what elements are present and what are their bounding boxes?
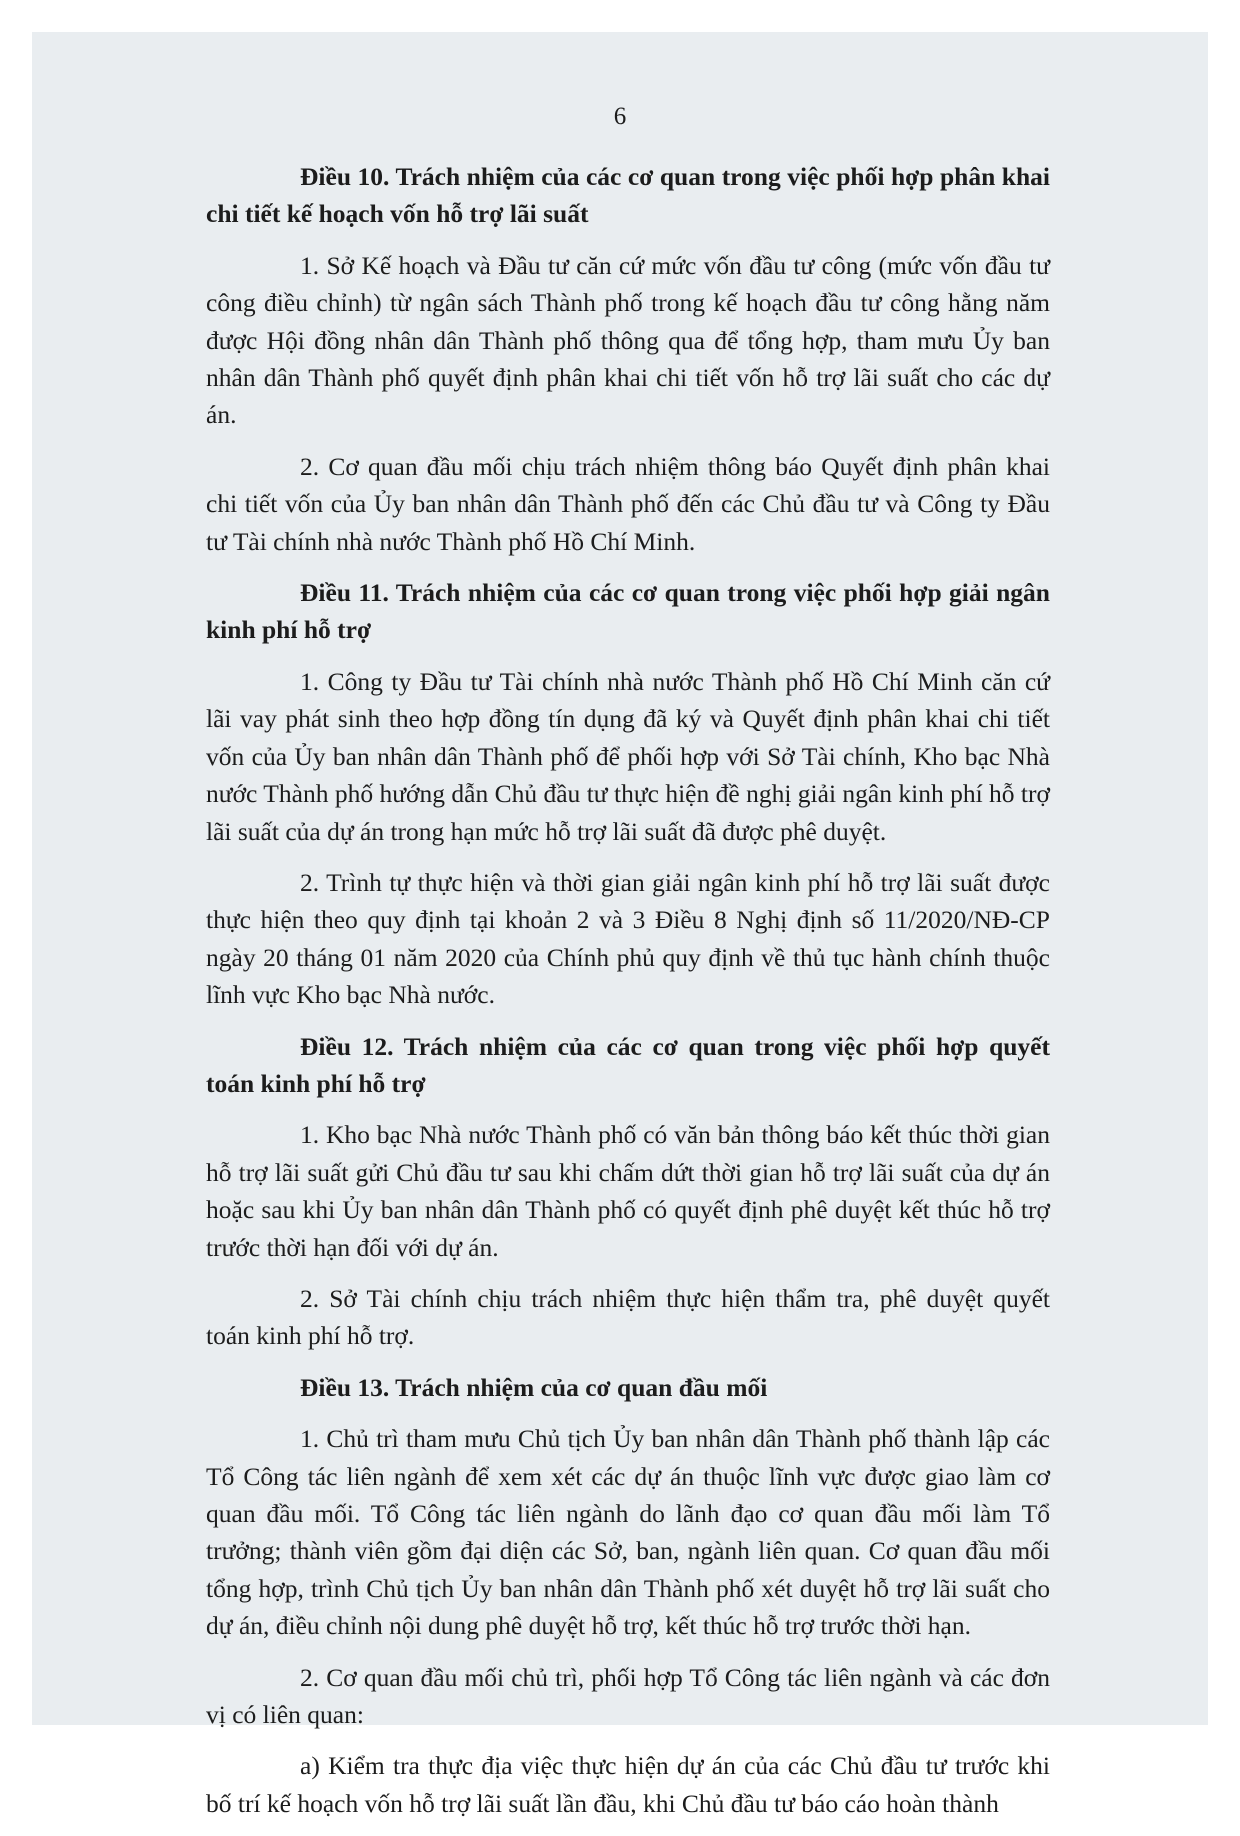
article-heading: Điều 12. Trách nhiệm của các cơ quan trong việc phối hợp quyết toán kinh phí hỗ trợ	[206, 1031, 1050, 1098]
article-paragraph: 2. Cơ quan đầu mối chịu trách nhiệm thông báo Quyết định phân khai chi tiết vốn của Ủy ban nhân dân Thành phố đến các Chủ đầu tư và Công ty Đầu tư Tài chính nhà nước Thành phố Hồ Chí Minh.	[206, 451, 1050, 556]
article-paragraph: 2. Cơ quan đầu mối chủ trì, phối hợp Tổ Công tác liên ngành và các đơn vị có liên quan:	[206, 1662, 1050, 1730]
article-heading: Điều 11. Trách nhiệm của các cơ quan trong việc phối hợp giải ngân kinh phí hỗ trợ	[206, 578, 1050, 645]
article-paragraph: a) Kiểm tra thực địa việc thực hiện dự án của các Chủ đầu tư trước khi bố trí kế hoạch vốn hỗ trợ lãi suất lần đầu, khi Chủ đầu tư báo cáo hoàn thành	[206, 1751, 1050, 1818]
article-11	[206, 574, 1050, 1013]
article-heading: Điều 10. Trách nhiệm của các cơ quan trong việc phối hợp phân khai chi tiết kế hoạch vốn hỗ trợ lãi suất	[206, 162, 1050, 229]
article-paragraph: 2. Sở Tài chính chịu trách nhiệm thực hiện thẩm tra, phê duyệt quyết toán kinh phí hỗ trợ.	[206, 1283, 1050, 1351]
document-body	[206, 158, 1050, 1836]
article-paragraph: 1. Sở Kế hoạch và Đầu tư căn cứ mức vốn đầu tư công (mức vốn đầu tư công điều chỉnh) từ ngân sách Thành phố trong kế hoạch đầu tư công hằng năm được Hội đồng nhân dân Thành phố thông qua để tổng hợp, tham mưu Ủy ban nhân dân Thành phố quyết định phân khai chi tiết vốn hỗ trợ lãi suất cho các dự án.	[206, 250, 1050, 430]
article-12	[206, 1028, 1050, 1355]
article-paragraph: 1. Kho bạc Nhà nước Thành phố có văn bản thông báo kết thúc thời gian hỗ trợ lãi suất gửi Chủ đầu tư sau khi chấm dứt thời gian hỗ trợ lãi suất của dự án hoặc sau khi Ủy ban nhân dân Thành phố có quyết định phê duyệt kết thúc hỗ trợ trước thời hạn đối với dự án.	[206, 1120, 1050, 1262]
article-13	[206, 1369, 1050, 1822]
article-paragraph: 1. Chủ trì tham mưu Chủ tịch Ủy ban nhân dân Thành phố thành lập các Tổ Công tác liên ngành để xem xét các dự án thuộc lĩnh vực được giao làm cơ quan đầu mối. Tổ Công tác liên ngành do lãnh đạo cơ quan đầu mối làm Tổ trưởng; thành viên gồm đại diện các Sở, ban, ngành liên quan. Cơ quan đầu mối tổng hợp, trình Chủ tịch Ủy ban nhân dân Thành phố xét duyệt hỗ trợ lãi suất cho dự án, điều chỉnh nội dung phê duyệt hỗ trợ, kết thúc hỗ trợ trước thời hạn.	[206, 1424, 1050, 1641]
article-heading: Điều 13. Trách nhiệm của cơ quan đầu mối	[300, 1372, 768, 1402]
page-number: 6	[613, 103, 627, 130]
article-paragraph: 2. Trình tự thực hiện và thời gian giải ngân kinh phí hỗ trợ lãi suất được thực hiện theo quy định tại khoản 2 và 3 Điều 8 Nghị định số 11/2020/NĐ-CP ngày 20 tháng 01 năm 2020 của Chính phủ quy định về thủ tục hành chính thuộc lĩnh vực Kho bạc Nhà nước.	[206, 867, 1050, 1010]
article-10	[206, 158, 1050, 560]
article-paragraph: 1. Công ty Đầu tư Tài chính nhà nước Thành phố Hồ Chí Minh căn cứ lãi vay phát sinh theo hợp đồng tín dụng đã ký và Quyết định phân khai chi tiết vốn của Ủy ban nhân dân Thành phố để phối hợp với Sở Tài chính, Kho bạc Nhà nước Thành phố hướng dẫn Chủ đầu tư thực hiện đề nghị giải ngân kinh phí hỗ trợ lãi suất của dự án trong hạn mức hỗ trợ lãi suất đã được phê duyệt.	[206, 666, 1050, 846]
